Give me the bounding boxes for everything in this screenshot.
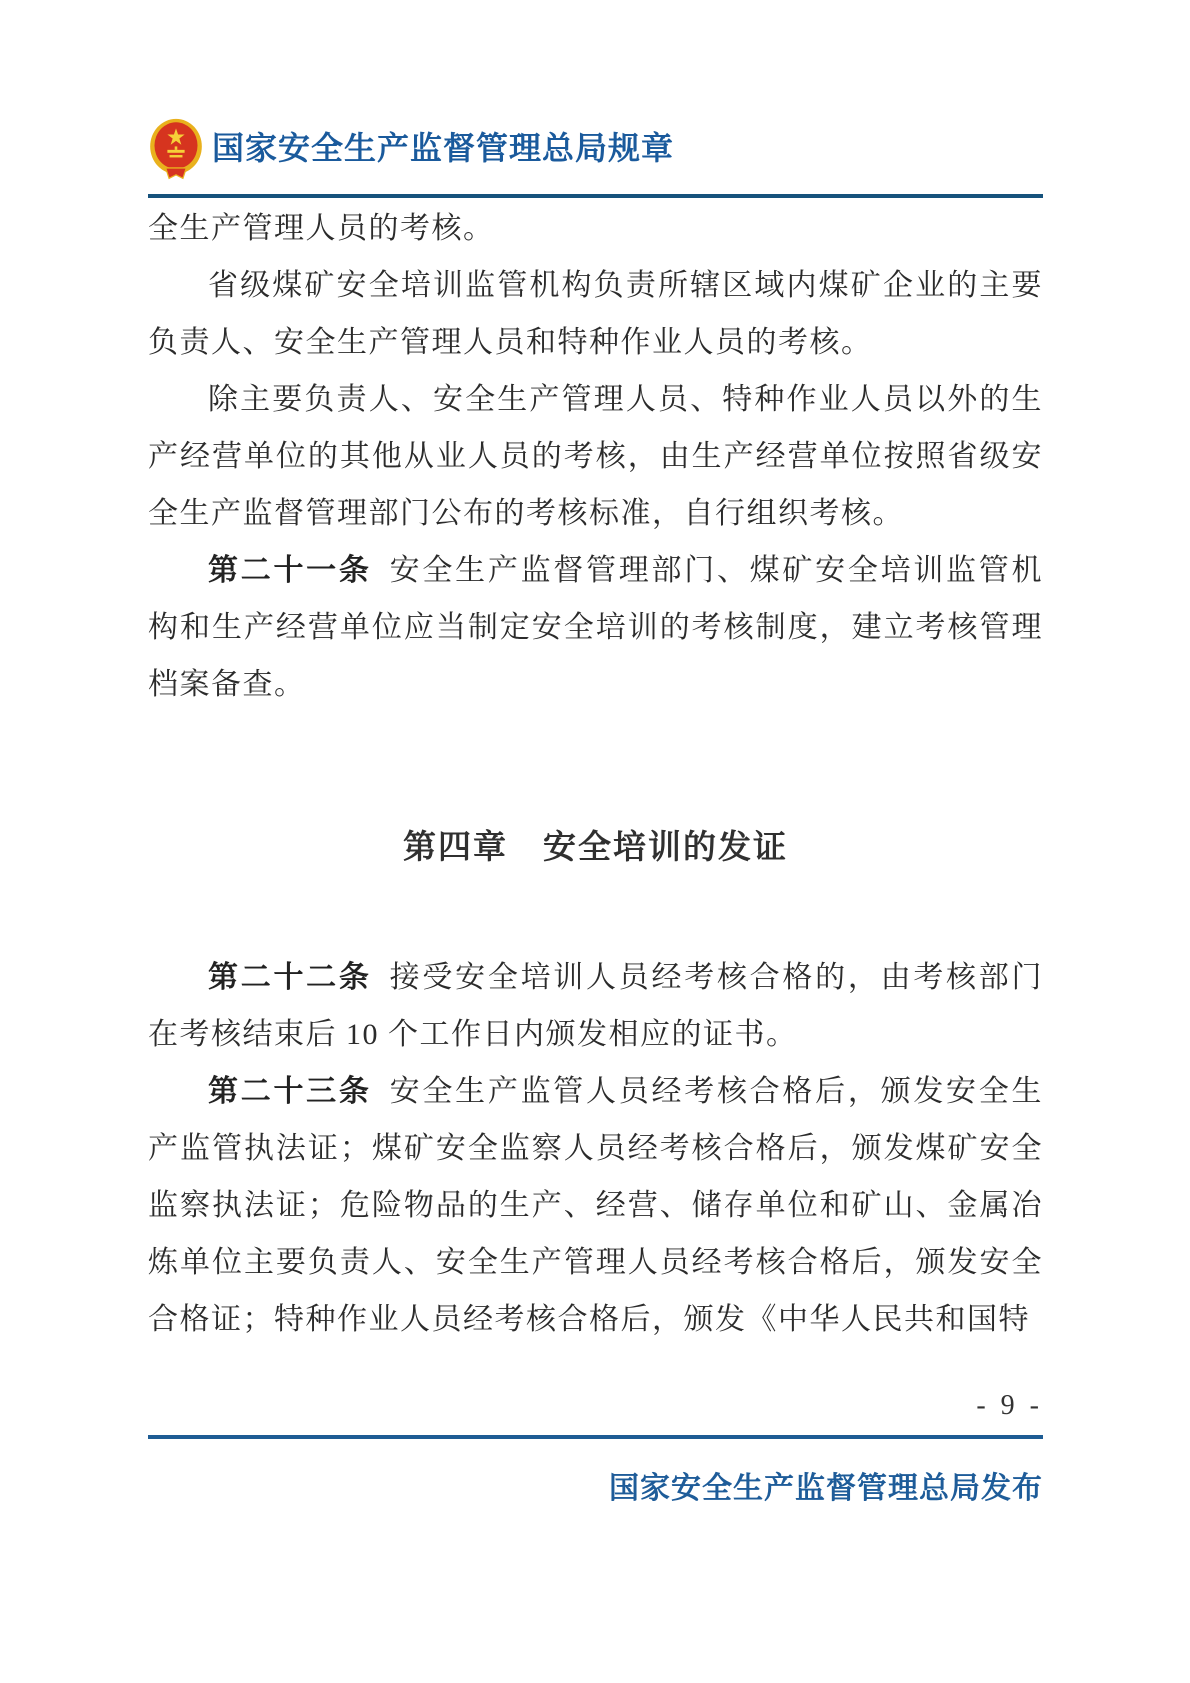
document-header [148, 118, 1043, 198]
body-paragraph-continuation [148, 200, 1043, 257]
document-header-title: 国家安全生产监督管理总局规章 [212, 130, 675, 167]
page-number: - 9 - [976, 1390, 1043, 1421]
paragraph-text: 省级煤矿安全培训监管机构负责所辖区域内煤矿企业的主要负责人、安全生产管理人员和特种作业人员的考核。 [148, 269, 1043, 359]
paragraph-text: 安全生产监管人员经考核合格后，颁发安全生产监管执法证；煤矿安全监察人员经考核合格后，颁发煤矿安全监察执法证；危险物品的生产、经营、储存单位和矿山、金属冶炼单位主要负责人、安全生产管理人员经考核合格后，颁发安全合格证；特种作业人员经考核合格后，颁发《中华人民共和国特 [148, 1075, 1044, 1336]
footer-publisher: 国家安全生产监督管理总局发布 [609, 1472, 1043, 1505]
paragraph-text: 安全生产监督管理部门、煤矿安全培训监管机构和生产经营单位应当制定安全培训的考核制度，建立考核管理档案备查。 [148, 554, 1044, 701]
article-number-label: 第二十二条 [208, 961, 372, 994]
body-paragraph [148, 371, 1043, 542]
paragraph-text: 接受安全培训人员经考核合格的，由考核部门在考核结束后 10 个工作日内颁发相应的证书。 [148, 961, 1044, 1051]
document-body [148, 200, 1043, 1348]
body-paragraph-article-23 [148, 1063, 1043, 1348]
paragraph-text: 除主要负责人、安全生产管理人员、特种作业人员以外的生产经营单位的其他从业人员的考核，由生产经营单位按照省级安全生产监督管理部门公布的考核标准，自行组织考核。 [148, 383, 1043, 530]
paragraph-text: 全生产管理人员的考核。 [148, 212, 495, 245]
body-paragraph [148, 257, 1043, 371]
chapter-heading: 第四章 安全培训的发证 [403, 828, 788, 865]
body-paragraph-article-21 [148, 542, 1043, 713]
article-number-label: 第二十一条 [208, 554, 372, 587]
body-paragraph-article-22 [148, 949, 1043, 1063]
footer-divider [148, 1435, 1043, 1439]
article-number-label: 第二十三条 [208, 1075, 372, 1108]
national-emblem-icon [148, 118, 204, 180]
